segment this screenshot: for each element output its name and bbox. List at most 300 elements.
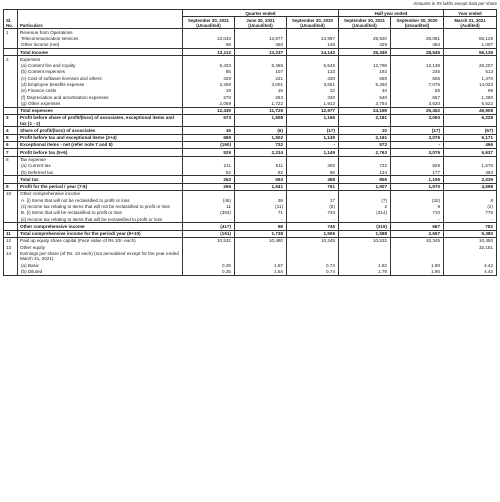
particular-label: Other equity	[18, 244, 183, 250]
half-year-ended-header: Half year ended	[339, 10, 444, 17]
sl-no-cell: 6	[4, 141, 18, 148]
table-row	[4, 49, 497, 56]
value-cell: 1,508	[235, 114, 287, 127]
value-cell: 12,877	[235, 35, 287, 41]
value-cell: 1,106	[391, 176, 444, 183]
value-cell: (314)	[339, 210, 391, 216]
value-cell: 3,001	[235, 81, 287, 87]
value-cell: 146	[287, 42, 339, 49]
sl-no-header: Sl. No.	[4, 10, 18, 29]
value-cell: 1.90	[391, 268, 444, 275]
value-cell: 55	[391, 88, 444, 94]
value-cell: 88	[287, 169, 339, 176]
value-cell: 34	[339, 88, 391, 94]
value-cell: 1,970	[391, 183, 444, 190]
column-header	[391, 17, 444, 29]
value-cell: 0.25	[183, 268, 235, 275]
column-header	[444, 17, 497, 29]
value-cell: 245	[391, 69, 444, 75]
sl-no-cell	[4, 49, 18, 56]
value-cell: 6,228	[444, 114, 497, 127]
particular-label: (c) Cost of software licenses and others	[18, 75, 183, 81]
value-cell: (417)	[183, 223, 235, 230]
column-date: March 31, 2021	[454, 17, 486, 23]
column-date: September 30, 2020	[291, 17, 333, 23]
value-cell: 329	[183, 75, 235, 81]
value-cell: 2	[339, 204, 391, 210]
table-row	[4, 156, 497, 163]
value-cell: 0.25	[183, 262, 235, 268]
value-cell: 6,545	[287, 63, 339, 69]
value-cell: 1.79	[339, 268, 391, 275]
particular-label: (a) Current tax	[18, 163, 183, 169]
column-status: (Unaudited)	[300, 22, 325, 28]
table-row	[4, 176, 497, 183]
value-cell: 745	[287, 223, 339, 230]
value-cell: 25,920	[339, 35, 391, 41]
table-row	[4, 134, 497, 141]
value-cell: 463	[444, 169, 497, 176]
quarter-ended-header: Quarter ended	[183, 10, 339, 17]
table-row	[4, 149, 497, 156]
value-cell: -	[183, 216, 235, 223]
value-cell	[183, 250, 235, 262]
table-row	[4, 223, 497, 230]
particular-label: (ii) Income tax relating to items that will be reclassified to profit or loss	[18, 216, 183, 223]
value-cell: 56,136	[444, 49, 497, 56]
particulars-header: Particulars	[18, 10, 183, 29]
value-cell: (17)	[287, 127, 339, 134]
amounts-note: Amounts in Rs lakhs except data per share	[413, 1, 497, 6]
value-cell: 1,149	[287, 134, 339, 141]
sl-no-cell: 3	[4, 114, 18, 127]
value-cell: 330	[287, 75, 339, 81]
table-row	[4, 42, 497, 49]
value-cell: 8	[444, 197, 497, 203]
value-cell	[339, 250, 391, 262]
value-cell: 263	[235, 94, 287, 100]
column-status: (Unaudited)	[352, 22, 377, 28]
table-row	[4, 114, 497, 127]
value-cell: 52	[183, 169, 235, 176]
value-cell: 133	[287, 69, 339, 75]
financial-results-table	[3, 9, 497, 276]
value-cell: 5,380	[444, 230, 497, 237]
particular-label: Total tax	[18, 176, 183, 183]
particular-label: Expenses	[18, 56, 183, 63]
value-cell: 0.74	[287, 268, 339, 275]
value-cell	[444, 250, 497, 262]
value-cell: 761	[287, 183, 339, 190]
particular-label: Profit before share of profit/(loss) of associates, exceptional items and tax (1 - 2)	[18, 114, 183, 127]
value-cell	[444, 190, 497, 197]
value-cell: 388	[287, 176, 339, 183]
particular-label: Total Income	[18, 49, 183, 56]
sl-no-cell: 7	[4, 149, 18, 156]
value-cell: 107	[235, 69, 287, 75]
value-cell	[339, 56, 391, 63]
particular-label: Other comprehensive income	[18, 190, 183, 197]
table-row	[4, 216, 497, 223]
particular-label: A. (i) Items that will not be reclassified to profit or loss	[18, 197, 183, 203]
value-cell: 14,023	[444, 81, 497, 87]
value-cell	[183, 190, 235, 197]
particular-label: (a) Basic	[18, 262, 183, 268]
value-cell: 32,161	[444, 244, 497, 250]
value-cell: 99	[444, 88, 497, 94]
value-cell	[235, 250, 287, 262]
value-cell: 7,075	[391, 81, 444, 87]
sl-no-cell: 1	[4, 29, 18, 36]
value-cell: 3,093	[391, 114, 444, 127]
particular-label: (g) Other expenses	[18, 100, 183, 107]
value-cell: 722	[339, 163, 391, 169]
particular-label: Revenue from Operations	[18, 29, 183, 36]
column-status: (Audited)	[460, 22, 480, 28]
value-cell: 3,651	[287, 81, 339, 87]
value-cell: 10,345	[391, 237, 444, 244]
value-cell: 1,722	[235, 100, 287, 107]
value-cell: 593	[235, 176, 287, 183]
value-cell: 38	[235, 197, 287, 203]
value-cell: 12,439	[183, 107, 235, 114]
value-cell	[235, 190, 287, 197]
sl-no-cell: 8	[4, 156, 18, 163]
value-cell: (6)	[235, 127, 287, 134]
particular-label: Profit before tax (5+6)	[18, 149, 183, 156]
value-cell	[235, 56, 287, 63]
value-cell: 1,007	[444, 42, 497, 49]
sl-no-cell: 11	[4, 230, 18, 237]
sl-no-cell	[4, 268, 18, 275]
sl-no-cell	[4, 216, 18, 223]
value-cell: 2,191	[339, 134, 391, 141]
value-cell: (383)	[183, 210, 235, 216]
value-cell: (7)	[339, 197, 391, 203]
table-row	[4, 100, 497, 107]
value-cell: 1,370	[444, 75, 497, 81]
value-cell: 49,908	[444, 107, 497, 114]
value-cell: 1,506	[287, 230, 339, 237]
value-cell: 26,207	[444, 63, 497, 69]
value-cell	[287, 190, 339, 197]
value-cell: 300	[287, 163, 339, 169]
value-cell: 177	[391, 169, 444, 176]
value-cell	[339, 29, 391, 36]
value-cell: 6,622	[444, 100, 497, 107]
sl-no-cell: 9	[4, 183, 18, 190]
value-cell: 28,545	[391, 49, 444, 56]
value-cell: (17)	[391, 127, 444, 134]
value-cell: 24,168	[339, 107, 391, 114]
particular-label: Exceptional items - net (refer note 7 and 8)	[18, 141, 183, 148]
value-cell: 540	[339, 94, 391, 100]
value-cell	[391, 156, 444, 163]
column-date: September 30, 2021	[187, 17, 229, 23]
value-cell: 15	[235, 88, 287, 94]
sl-no-cell	[4, 169, 18, 176]
column-date: September 30, 2021	[343, 17, 385, 23]
value-cell: 929	[391, 163, 444, 169]
value-cell: 3,259	[183, 81, 235, 87]
value-cell: 211	[183, 163, 235, 169]
table-row	[4, 190, 497, 197]
value-cell: (45)	[183, 197, 235, 203]
value-cell: (5)	[287, 204, 339, 210]
value-cell: 782	[444, 223, 497, 230]
particular-label: Other income (net)	[18, 42, 183, 49]
value-cell: 1.82	[339, 262, 391, 268]
value-cell	[183, 29, 235, 36]
value-cell	[235, 156, 287, 163]
value-cell: 466	[444, 141, 497, 148]
table-row	[4, 107, 497, 114]
value-cell: 6,637	[444, 149, 497, 156]
particular-label: (e) Finance costs	[18, 88, 183, 94]
value-cell: 511	[235, 163, 287, 169]
sl-no-cell: 14	[4, 250, 18, 262]
value-cell: 1.90	[391, 262, 444, 268]
value-cell: 667	[391, 94, 444, 100]
value-cell: 69	[183, 42, 235, 49]
value-cell: 11	[183, 204, 235, 210]
value-cell	[391, 250, 444, 262]
value-cell	[391, 190, 444, 197]
particular-label: (a) Content fee and royalty	[18, 63, 183, 69]
sl-no-cell	[4, 107, 18, 114]
sl-no-cell: 13	[4, 244, 18, 250]
value-cell: 733	[287, 210, 339, 216]
particular-label: Share of profit/(loss) of associates	[18, 127, 183, 134]
value-cell: 360	[235, 42, 287, 49]
value-cell: 1,588	[339, 230, 391, 237]
value-cell: 6,433	[183, 63, 235, 69]
value-cell: 2,234	[235, 149, 287, 156]
value-cell	[235, 29, 287, 36]
value-cell: 429	[339, 42, 391, 49]
value-cell: 710	[391, 210, 444, 216]
value-cell: 25,452	[391, 107, 444, 114]
value-cell	[339, 190, 391, 197]
value-cell: 4,598	[444, 183, 497, 190]
sl-no-cell: 2	[4, 56, 18, 63]
value-cell: 17	[287, 197, 339, 203]
value-cell: 732	[235, 141, 287, 148]
sl-no-cell	[4, 42, 18, 49]
value-cell: 2,763	[339, 149, 391, 156]
value-cell: 2,059	[183, 100, 235, 107]
column-header	[235, 17, 287, 29]
value-cell	[183, 56, 235, 63]
value-cell: 2,657	[391, 230, 444, 237]
value-cell: 13,139	[391, 63, 444, 69]
value-cell: 2,181	[339, 114, 391, 127]
value-cell: 1,149	[287, 149, 339, 156]
column-header	[287, 17, 339, 29]
table-row	[4, 230, 497, 237]
value-cell: 3,076	[391, 134, 444, 141]
particular-label: (ii) Income tax relating to items that will not be reclassified to profit or loss	[18, 204, 183, 210]
value-cell: 572	[339, 141, 391, 148]
value-cell: 270	[183, 94, 235, 100]
particular-label: Other comprehensive income	[18, 223, 183, 230]
value-cell: -	[287, 141, 339, 148]
column-date: June 30, 2021	[246, 17, 275, 23]
value-cell: 655	[391, 75, 444, 81]
table-row	[4, 169, 497, 176]
value-cell: 221	[235, 75, 287, 81]
sl-no-cell	[4, 223, 18, 230]
value-cell: 13,237	[235, 49, 287, 56]
value-cell: (57)	[444, 127, 497, 134]
table-row	[4, 127, 497, 134]
value-cell	[339, 156, 391, 163]
value-cell: 4.42	[444, 268, 497, 275]
value-cell: 513	[444, 69, 497, 75]
particular-label: Total comprehensive income for the period/ year (9+10)	[18, 230, 183, 237]
particular-label: Profit before tax and exceptional items (3+4)	[18, 134, 183, 141]
particular-label: (b) Diluted	[18, 268, 183, 275]
value-cell: 10,532	[183, 237, 235, 244]
particular-label: Tax expense	[18, 156, 183, 163]
value-cell: 263	[183, 176, 235, 183]
value-cell	[444, 29, 497, 36]
value-cell: 1,907	[339, 183, 391, 190]
value-cell: 14,143	[287, 49, 339, 56]
particular-label: Paid up equity share capital (Face value of Rs 10/- each)	[18, 237, 183, 244]
column-status: (Unaudited)	[196, 22, 221, 28]
value-cell: 71	[235, 210, 287, 216]
value-cell: -	[391, 141, 444, 148]
value-cell: 550	[339, 75, 391, 81]
particular-label: Telecommunication services	[18, 35, 183, 41]
value-cell: 689	[183, 134, 235, 141]
particular-label: (d) Employee benefits expense	[18, 81, 183, 87]
column-header	[339, 17, 391, 29]
value-cell: 3,076	[391, 149, 444, 156]
value-cell: 11,729	[235, 107, 287, 114]
sl-no-cell	[4, 176, 18, 183]
value-cell	[444, 56, 497, 63]
value-cell	[287, 156, 339, 163]
value-cell: 1,576	[444, 163, 497, 169]
value-cell: (2)	[444, 204, 497, 210]
value-cell: 464	[391, 42, 444, 49]
value-cell: -	[444, 216, 497, 223]
value-cell: 1,280	[444, 94, 497, 100]
value-cell: 673	[183, 114, 235, 127]
value-cell: 10,532	[339, 237, 391, 244]
year-ended-header: Year ended	[444, 10, 497, 17]
table-row	[4, 268, 497, 275]
value-cell: 1,912	[287, 100, 339, 107]
particular-label: (b) Content expenses	[18, 69, 183, 75]
value-cell: 6,365	[235, 63, 287, 69]
sl-no-cell: 12	[4, 237, 18, 244]
value-cell: 55,129	[444, 35, 497, 41]
value-cell: (151)	[183, 230, 235, 237]
column-status: (Unaudited)	[404, 22, 430, 28]
value-cell: 9	[391, 204, 444, 210]
table-row	[4, 29, 497, 36]
sl-no-cell	[4, 100, 18, 107]
value-cell: -	[391, 216, 444, 223]
table-row	[4, 250, 497, 262]
value-cell: -	[339, 216, 391, 223]
column-status: (Unaudited)	[248, 22, 273, 28]
value-cell: 3,620	[391, 100, 444, 107]
value-cell	[444, 156, 497, 163]
value-cell: 0.74	[287, 262, 339, 268]
value-cell: 13,997	[287, 35, 339, 41]
value-cell: 19	[183, 88, 235, 94]
table-row	[4, 141, 497, 148]
value-cell: 10,480	[235, 237, 287, 244]
value-cell: (11)	[235, 204, 287, 210]
value-cell: 13,112	[183, 49, 235, 56]
value-cell: 10	[339, 127, 391, 134]
value-cell: 3,764	[339, 100, 391, 107]
value-cell: 10,345	[287, 237, 339, 244]
value-cell: 134	[339, 169, 391, 176]
value-cell: 13,043	[183, 35, 235, 41]
sl-no-cell: 5	[4, 134, 18, 141]
column-date: September 30, 2020	[396, 17, 438, 23]
table-row	[4, 183, 497, 190]
sl-no-cell: 4	[4, 127, 18, 134]
value-cell: 687	[391, 223, 444, 230]
value-cell: 1,641	[235, 183, 287, 190]
value-cell	[287, 250, 339, 262]
value-cell: 856	[339, 176, 391, 183]
value-cell: 1,502	[235, 134, 287, 141]
particular-label: B. (i) Items that will be reclassified to profit or loss	[18, 210, 183, 216]
value-cell: 10,450	[444, 237, 497, 244]
value-cell	[183, 156, 235, 163]
value-cell: 6,171	[444, 134, 497, 141]
value-cell: 529	[183, 149, 235, 156]
particular-label: Profit for the period / year (7-8)	[18, 183, 183, 190]
table-body	[4, 29, 497, 275]
value-cell: 12,798	[339, 63, 391, 69]
value-cell: 266	[183, 183, 235, 190]
value-cell: 6,260	[339, 81, 391, 87]
value-cell: 26,349	[339, 49, 391, 56]
table-row	[4, 237, 497, 244]
value-cell: 28,081	[391, 35, 444, 41]
value-cell: 776	[444, 210, 497, 216]
value-cell: -	[235, 216, 287, 223]
particular-label: Earnings per share (of Rs. 10 each) (not annualised except for the year ended March 31, 2021)	[18, 250, 183, 262]
particular-label: (f) Depreciation and amortisation expenses	[18, 94, 183, 100]
column-header	[183, 17, 235, 29]
particular-label: (b) Deferred tax	[18, 169, 183, 176]
value-cell	[391, 56, 444, 63]
value-cell: 85	[183, 69, 235, 75]
table-row	[4, 56, 497, 63]
value-cell: 1.57	[235, 262, 287, 268]
value-cell: 330	[287, 94, 339, 100]
value-cell	[391, 29, 444, 36]
value-cell: 2,039	[444, 176, 497, 183]
value-cell: 82	[235, 169, 287, 176]
sl-no-cell: 10	[4, 190, 18, 197]
value-cell: 22	[287, 88, 339, 94]
value-cell: (32)	[391, 197, 444, 203]
value-cell: (319)	[339, 223, 391, 230]
value-cell: (160)	[183, 141, 235, 148]
value-cell: 16	[183, 127, 235, 134]
